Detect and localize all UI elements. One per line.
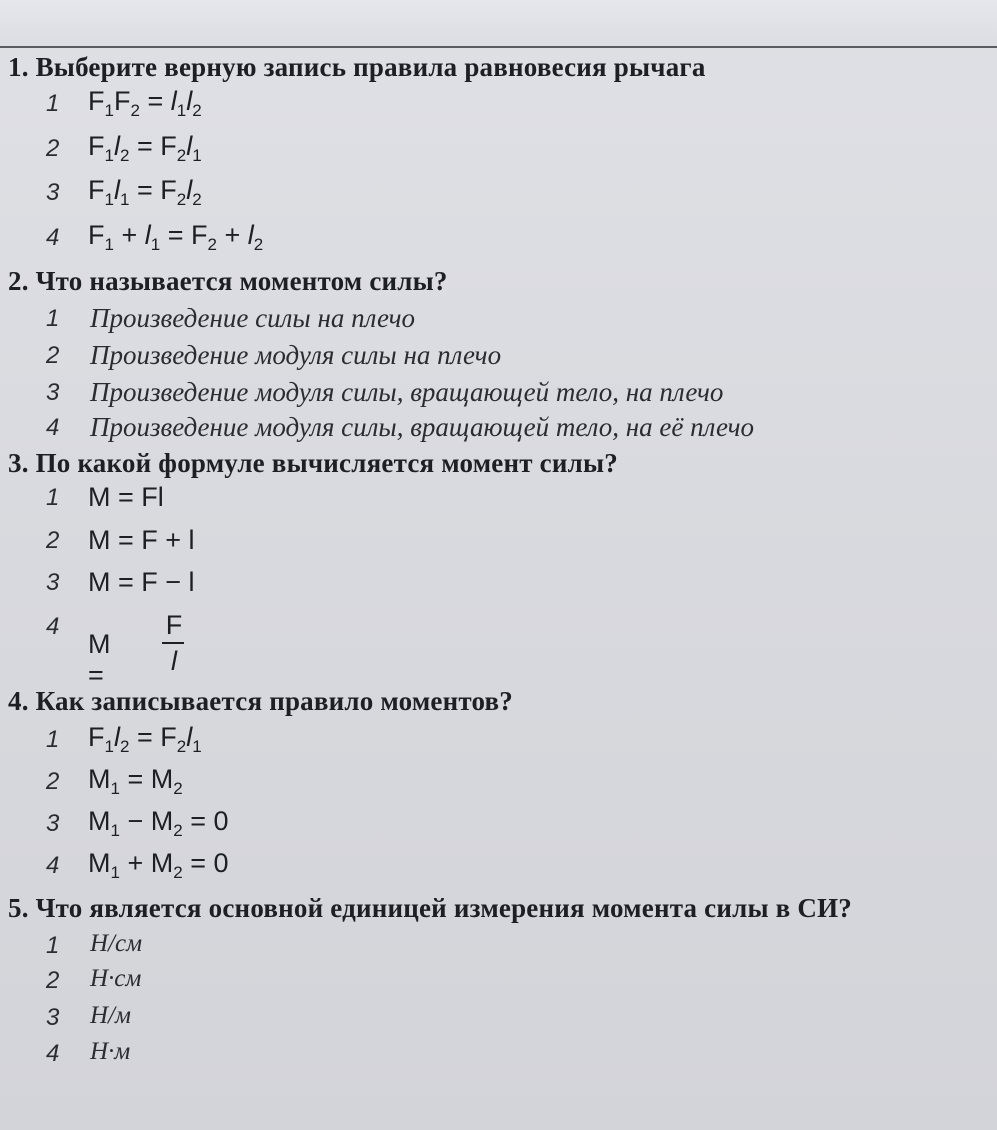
formula: $M_1 + M_2 = 0$ [88, 848, 229, 882]
formula: $M_1 - M_2 = 0$ [88, 806, 229, 840]
worksheet-page: 1. Выберите верную запись правила равновесия рычага 1 $F_1F_2 = l_1l_2$ 2 $F_1l_2 = F_2l_1$ 3 $F_1l_1 = F_2l_2$ 4 $F_1 + l_1 = F_2 + l_2$ 2. Что называется моментом силы? 1 Произведение силы на плечо 2 Произведение модуля силы на плечо 3 Произведение модуля силы, вращающей тело, на плечо 4 Произведение модуля силы, вращающей тело, на её плечо 3. По какой формуле вычисляется момент силы? 1 M = Fl 2 M = F + l 3 M = F − l 4 M = F l 4. Как записывается правило моментов? 1 $F_1l_2 = F_2l_1$ 2 $M_1 = M_2$ 3 $M_1 - M_2 = 0$ 4 $M_1 + M_2 = 0$ 5. Что является основной единицей измерения момента силы в СИ? 1 Н/см 2 Н·см 3 Н/м 4 Н·м [0, 0, 997, 1130]
formula: $F_1 + l_1 = F_2 + l_2$ [88, 220, 264, 254]
formula: $F_1F_2 = l_1l_2$ [88, 86, 202, 120]
formula: $F_1l_2 = F_2l_1$ [88, 722, 202, 756]
question-4-title: 4. Как записывается правило моментов? [8, 686, 513, 716]
formula: $F_1l_2 = F_2l_1$ [88, 131, 202, 165]
question-3-title: 3. По какой формуле вычисляется момент силы? [8, 448, 618, 478]
fraction-bar [162, 642, 184, 644]
question-5-title: 5. Что является основной единицей измерения момента силы в СИ? [8, 893, 853, 923]
formula: $M_1 = M_2$ [88, 764, 183, 798]
question-1-title: 1. Выберите верную запись правила равновесия рычага [8, 52, 706, 82]
question-2-title: 2. Что называется моментом силы? [8, 266, 448, 296]
formula: $F_1l_1 = F_2l_2$ [88, 175, 202, 209]
top-strip [0, 0, 997, 48]
